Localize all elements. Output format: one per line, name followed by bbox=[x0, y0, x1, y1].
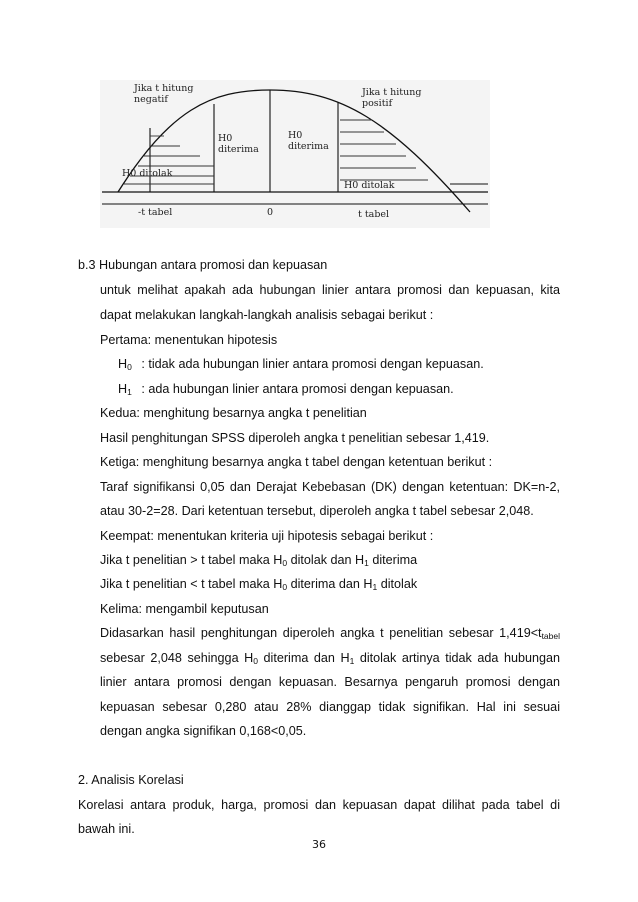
criteria-line-2 bbox=[100, 575, 417, 593]
intro-line-1: untuk melihat apakah ada hubungan linier antara promosi dan kepuasan, kita bbox=[100, 283, 560, 297]
h0-right-label-1: H0 bbox=[288, 130, 303, 141]
h0-symbol: H bbox=[118, 357, 128, 371]
t-test-curve-figure bbox=[100, 80, 490, 228]
decision-2-sub-1: 1 bbox=[349, 656, 355, 666]
ditolak-right-label: H0 ditolak bbox=[344, 180, 395, 191]
taraf-line-1: Taraf signifikansi 0,05 dan Derajat Kebebasan (DK) dengan ketentuan: DK=n-2, bbox=[100, 480, 560, 494]
section-2-text-1: Korelasi antara produk, harga, promosi dan kepuasan dapat dilihat pada tabel di bbox=[78, 798, 560, 812]
criteria-1-sub-0: 0 bbox=[282, 558, 288, 568]
decision-1-sub: tabel bbox=[541, 631, 560, 641]
right-top-label-2: positif bbox=[362, 98, 393, 109]
decision-line-5: dengan angka signifikan 0,168<0,05. bbox=[100, 724, 307, 738]
step-2-text: Kedua: menghitung besarnya angka t penelitian bbox=[100, 406, 367, 420]
step-1-text: Pertama: menentukan hipotesis bbox=[100, 333, 278, 347]
h1-symbol: H bbox=[118, 382, 128, 396]
t-test-curve-svg bbox=[100, 80, 490, 228]
section-b3-heading: b.3 Hubungan antara promosi dan kepuasan bbox=[78, 258, 328, 272]
criteria-2-part-a: Jika t penelitian < t tabel maka H bbox=[100, 577, 283, 591]
decision-1-text: Didasarkan hasil penghitungan diperoleh angka t penelitian sebesar 1,419<t bbox=[100, 626, 542, 640]
spss-result-text: Hasil penghitungan SPSS diperoleh angka t penelitian sebesar 1,419. bbox=[100, 431, 490, 445]
decision-2-part-b: diterima dan H bbox=[257, 651, 350, 665]
criteria-1-part-b: ditolak dan H bbox=[287, 553, 365, 567]
h1-text: : ada hubungan linier antara promosi dengan kepuasan. bbox=[141, 382, 454, 396]
axis-right-label: t tabel bbox=[358, 209, 390, 220]
left-top-label-1: Jika t hitung bbox=[134, 83, 194, 94]
section-2-text-2: bawah ini. bbox=[78, 822, 135, 836]
taraf-line-2: atau 30-2=28. Dari ketentuan tersebut, diperoleh angka t tabel sebesar 2,048. bbox=[100, 504, 534, 518]
decision-line-1 bbox=[100, 624, 560, 642]
step-3-text: Ketiga: menghitung besarnya angka t tabel dengan ketentuan berikut : bbox=[100, 455, 493, 469]
h0-text: : tidak ada hubungan linier antara promosi dengan kepuasan. bbox=[141, 357, 484, 371]
decision-2-sub-0: 0 bbox=[253, 656, 258, 666]
right-top-label-1: Jika t hitung bbox=[362, 87, 422, 98]
decision-line-3: linier antara promosi dengan kepuasan. Besarnya pengaruh promosi dengan bbox=[100, 675, 560, 689]
criteria-1-sub-1: 1 bbox=[364, 558, 369, 568]
step-5-text: Kelima: mengambil keputusan bbox=[100, 602, 269, 616]
axis-zero-label: 0 bbox=[267, 207, 274, 218]
criteria-2-part-b: diterima dan H bbox=[287, 577, 373, 591]
h0-left-label-2: diterima bbox=[218, 144, 259, 155]
decision-2-part-a: sebesar 2,048 sehingga H bbox=[100, 651, 254, 665]
axis-left-label: -t tabel bbox=[138, 207, 173, 218]
decision-line-4: kepuasan sebesar 0,280 atau 28% dianggap tidak signifikan. Hal ini sesuai bbox=[100, 700, 560, 714]
criteria-1-part-c: diterima bbox=[368, 553, 418, 567]
page-number: 36 bbox=[312, 838, 326, 851]
step-4-text: Keempat: menentukan kriteria uji hipotesis sebagai berikut : bbox=[100, 529, 434, 543]
criteria-line-1 bbox=[100, 551, 417, 569]
criteria-1-part-a: Jika t penelitian > t tabel maka H bbox=[100, 553, 283, 567]
h0-subscript: 0 bbox=[127, 362, 132, 372]
h0-left-label-1: H0 bbox=[218, 133, 233, 144]
section-2-heading: 2. Analisis Korelasi bbox=[78, 773, 184, 787]
hypothesis-h0 bbox=[118, 355, 484, 373]
intro-line-2: dapat melakukan langkah-langkah analisis sebagai berikut : bbox=[100, 308, 434, 322]
h0-right-label-2: diterima bbox=[288, 141, 329, 152]
ditolak-left-label: H0 ditolak bbox=[122, 168, 173, 179]
decision-line-2 bbox=[100, 649, 560, 667]
h1-subscript: 1 bbox=[127, 387, 132, 397]
hypothesis-h1 bbox=[118, 380, 454, 398]
left-top-label-2: negatif bbox=[134, 94, 168, 105]
criteria-2-part-c: ditolak bbox=[377, 577, 418, 591]
criteria-2-sub-0: 0 bbox=[282, 582, 288, 592]
criteria-2-sub-1: 1 bbox=[372, 582, 378, 592]
decision-2-part-c: ditolak artinya tidak ada hubungan bbox=[354, 651, 560, 665]
